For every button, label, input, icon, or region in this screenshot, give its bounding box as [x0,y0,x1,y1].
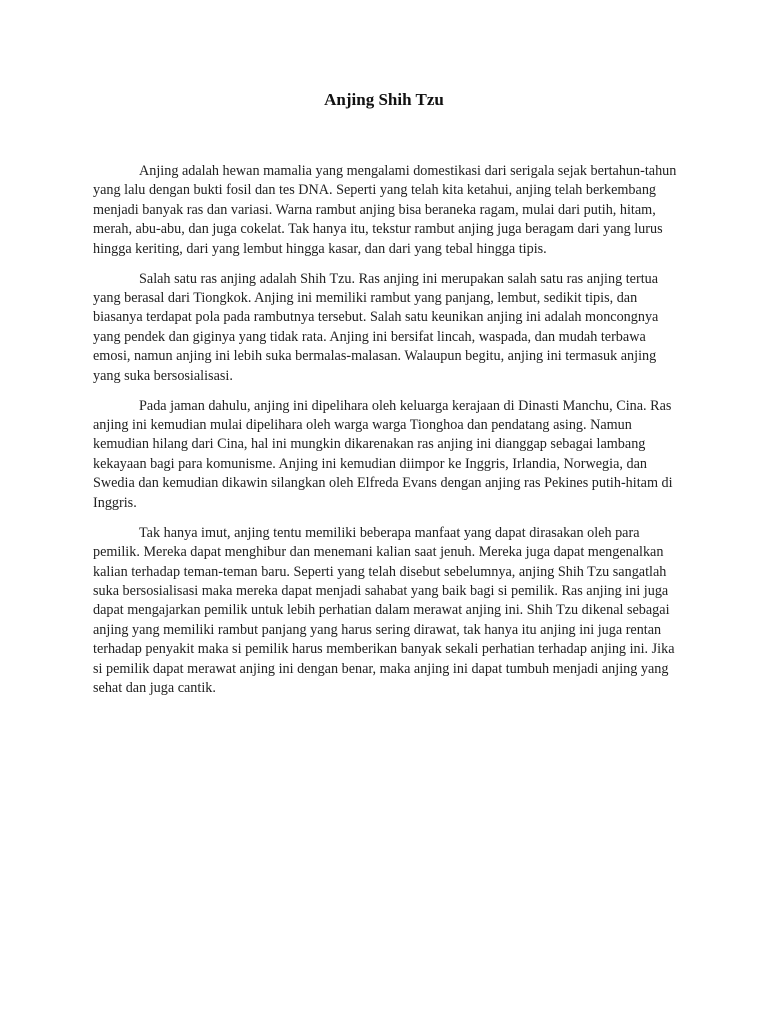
document-title: Anjing Shih Tzu [324,90,444,109]
paragraph-4: Tak hanya imut, anjing tentu memiliki beberapa manfaat yang dapat dirasakan oleh para pemilik. Mereka dapat menghibur dan menemani kalian saat jenuh. Mereka juga dapat mengenalkan kalian terhadap teman-teman baru. Seperti yang telah disebut sebelumnya, anjing Shih Tzu sangatlah suka bersosialisasi maka mereka dapat menjadi sahabat yang baik bagi si pemilik. Ras anjing ini juga dapat mengajarkan pemilik untuk lebih perhatian dalam merawat anjing ini. Shih Tzu dikenal sebagai anjing yang memiliki rambut panjang yang harus sering dirawat, tak hanya itu anjing ini juga rentan terhadap penyakit maka si pemilik harus memberikan banyak sekali perhatian terhadap anjing ini. Jika si pemilik dapat merawat anjing ini dengan benar, maka anjing ini dapat tumbuh menjadi anjing yang sehat dan juga cantik. [93,524,675,696]
document-body [93,162,677,709]
paragraph-1: Anjing adalah hewan mamalia yang mengalami domestikasi dari serigala sejak bertahun-tahun yang lalu dengan bukti fosil dan tes DNA. Seperti yang telah kita ketahui, anjing telah berkembang menjadi banyak ras dan variasi. Warna rambut anjing bisa beraneka ragam, mulai dari putih, hitam, merah, abu-abu, dan juga cokelat. Tak hanya itu, tekstur rambut anjing juga beragam dari yang lurus hingga keriting, dari yang lembut hingga kasar, dan dari yang tebal hingga tipis. [93,163,677,257]
paragraph-3: Pada jaman dahulu, anjing ini dipelihara oleh keluarga kerajaan di Dinasti Manchu, Cina. Ras anjing ini kemudian mulai dipelihara oleh warga warga Tionghoa dan pendatang asing. Namun kemudian hilang dari Cina, hal ini mungkin dikarenakan ras anjing ini dianggap sebagai lambang kekayaan bagi para komunisme. Anjing ini kemudian diimpor ke Inggris, Irlandia, Norwegia, dan Swedia dan kemudian dikawin silangkan oleh Elfreda Evans dengan anjing ras Pekines putih-hitam di Inggris. [93,397,673,511]
paragraph-2: Salah satu ras anjing adalah Shih Tzu. Ras anjing ini merupakan salah satu ras anjing tertua yang berasal dari Tiongkok. Anjing ini memiliki rambut yang panjang, lembut, sedikit tipis, dan biasanya terdapat pola pada rambutnya tersebut. Salah satu keunikan anjing ini adalah moncongnya yang pendek dan giginya yang tidak rata. Anjing ini bersifat lincah, waspada, dan mudah terbawa emosi, namun anjing ini lebih suka bermalas-malasan. Walaupun begitu, anjing ini termasuk anjing yang suka bersosialisasi. [93,270,659,384]
